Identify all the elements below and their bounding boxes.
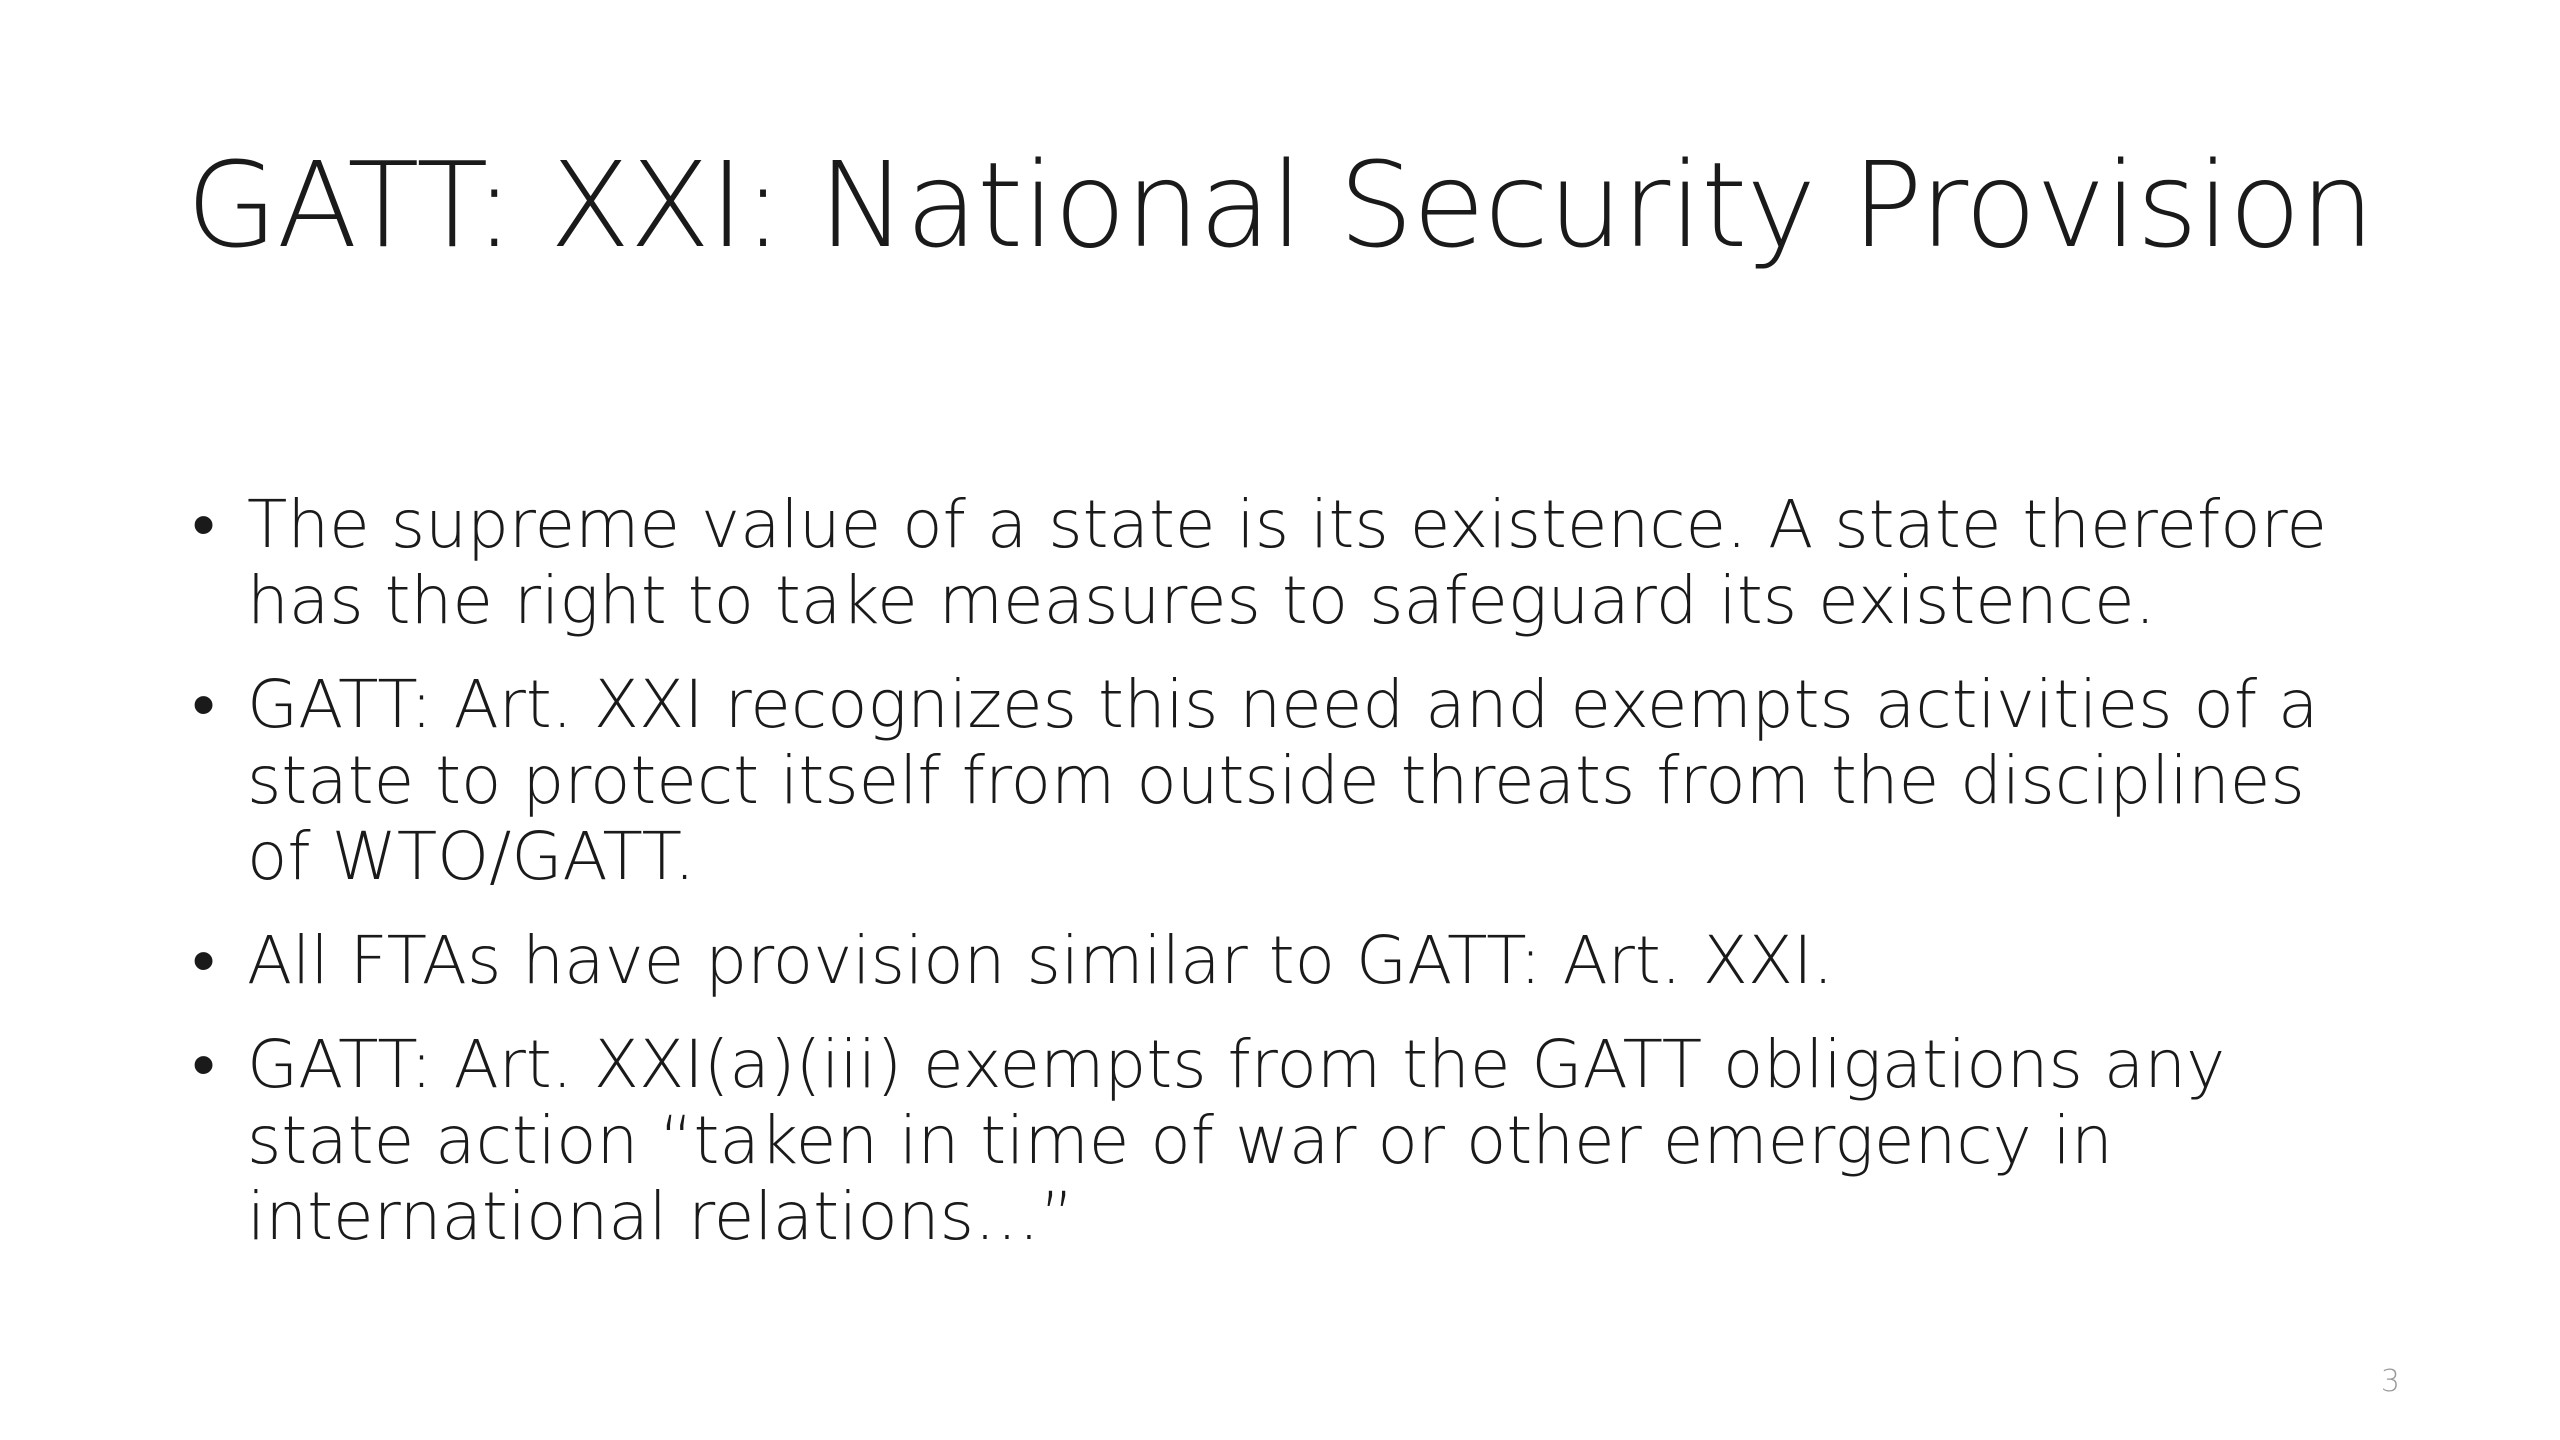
bullet-text: All FTAs have provision similar to GATT: Art. XXI. [247, 922, 1834, 999]
bullet-item [190, 667, 2370, 895]
bullet-text: The supreme value of a state is its existence. A state therefore has the right to take measures to safeguard its existence. [247, 486, 2327, 639]
page-number: 3 [2380, 1364, 2400, 1399]
bullet-marker: • [192, 1026, 216, 1103]
bullet-item [190, 923, 2370, 999]
bullet-text: GATT: Art. XXI recognizes this need and exempts activities of a state to protect itself from outside threats from the disciplines of WTO/GATT. [247, 666, 2319, 895]
bullet-text: GATT: Art. XXI(a)(iii) exempts from the GATT obligations any state action “taken in time of war or other emergency in international relations…” [247, 1026, 2226, 1255]
bullet-list [190, 487, 2370, 1283]
bullet-marker: • [192, 486, 216, 563]
bullet-marker: • [192, 922, 216, 999]
bullet-item [190, 487, 2370, 639]
bullet-marker: • [192, 666, 216, 743]
slide-title: GATT: XXI: National Security Provision [186, 136, 2374, 274]
bullet-item [190, 1027, 2370, 1255]
